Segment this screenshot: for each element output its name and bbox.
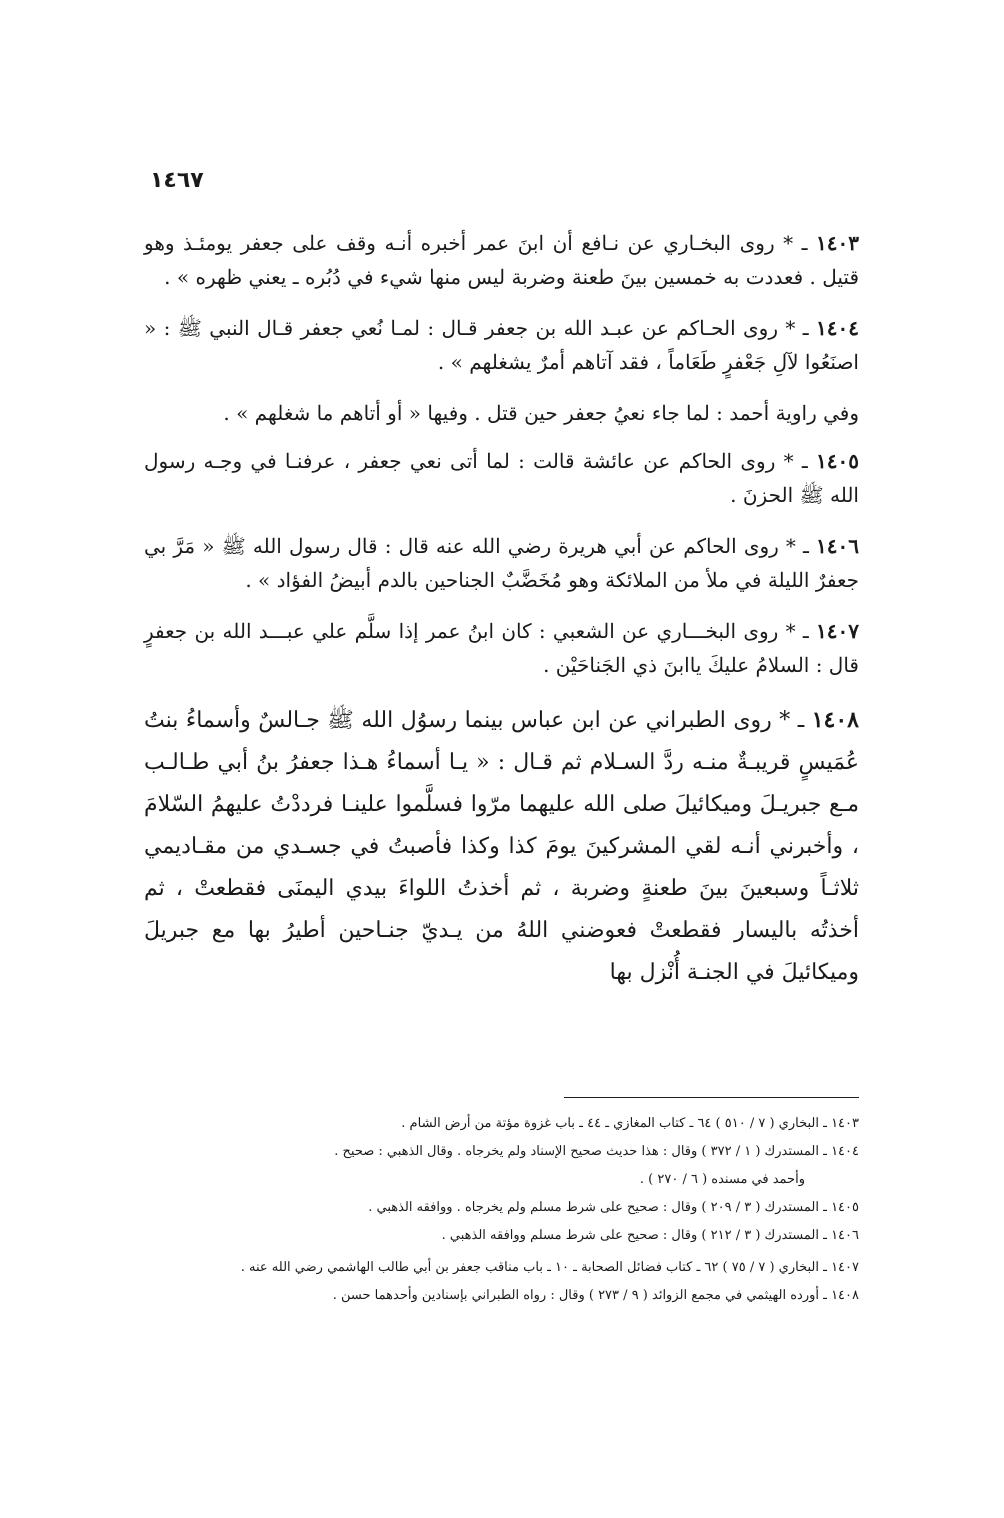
paragraph-text: ـ * روى البخـاري عن نـافع أن ابنَ عمر أخبره أنـه وقف على جعفر يومئـذ وهو قتيل . فعددت به خمسين بينَ طعنة وضربة ليس منها شيء في دُبُره ـ يعني ظهره » . <box>144 231 859 289</box>
paragraph-text: ـ * روى الحاكم عن أبي هريرة رضي الله عنه قال : قال رسول الله ﷺ « مَرَّ بي جعفرٌ الليلة في ملأ من الملائكة وهو مُخَضَّبٌ الجناحين بالدم أبيضُ الفؤاد » . <box>144 534 859 592</box>
hadith-number: ١٤٠٣ <box>816 231 859 255</box>
hadith-number: ١٤٠٧ <box>816 619 859 643</box>
paragraph-text: ـ * روى الحاكم عن عائشة قالت : لما أتى نعي جعفر ، عرفنـا في وجـه رسول الله ﷺ الحزنَ . <box>144 449 859 507</box>
paragraph-text: ـ * روى الحـاكم عن عبـد الله بن جعفر قـال : لمـا نُعي جعفر قـال النبي ﷺ : « اصنَعُوا لآلِ جَعْفرٍ طَعَاماً ، فقد آتاهم أمرٌ يشغلهم » . <box>144 316 859 374</box>
hadith-number: ١٤٠٤ <box>816 316 859 340</box>
footnote-1404-continued: وأحمد في مسنده ( ٦ / ٢٧٠ ) . <box>639 1172 805 1187</box>
hadith-number: ١٤٠٦ <box>816 534 859 558</box>
paragraph-1408 <box>144 699 859 994</box>
footnote-1406: ١٤٠٦ ـ المستدرك ( ٣ / ٢١٢ ) وقال : صحيح على شرط مسلم ووافقه الذهبي . <box>441 1228 859 1243</box>
main-text <box>144 226 859 1011</box>
footnote-1407: ١٤٠٧ ـ البخاري ( ٧ / ٧٥ ) ٦٢ ـ كتاب فضائل الصحابة ـ ١٠ ـ باب مناقب جعفر بن أبي طالب الهاشمي رضي الله عنه . <box>240 1260 859 1275</box>
paragraph-1406 <box>144 529 859 597</box>
footnote-1404: ١٤٠٤ ـ المستدرك ( ١ / ٣٧٢ ) وقال : هذا حديث صحيح الإسناد ولم يخرجاه . وقال الذهبي : صحيح . <box>334 1144 859 1159</box>
paragraph-text: وفي راوية أحمد : لما جاء نعيُ جعفر حين قتل . وفيها « أو أتاهم ما شغلهم » . <box>223 401 859 425</box>
page-number: ١٤٦٧ <box>150 168 204 193</box>
footnote-1405: ١٤٠٥ ـ المستدرك ( ٣ / ٢٠٩ ) وقال : صحيح على شرط مسلم ولم يخرجاه . ووافقه الذهبي . <box>368 1200 859 1215</box>
footnote-1408: ١٤٠٨ ـ أورده الهيثمي في مجمع الزوائد ( ٩ / ٢٧٣ ) وقال : رواه الطبراني بإسنادين وأحدهما حسن . <box>332 1288 859 1303</box>
paragraph-ahmad-narration <box>144 396 859 430</box>
paragraph-1404 <box>144 311 859 379</box>
hadith-number: ١٤٠٥ <box>816 449 859 473</box>
footnote-1403: ١٤٠٣ ـ البخاري ( ٧ / ٥١٠ ) ٦٤ ـ كتاب المغازي ـ ٤٤ ـ باب غزوة مؤتة من أرض الشام . <box>401 1116 859 1131</box>
paragraph-1405 <box>144 444 859 512</box>
paragraph-1407 <box>144 614 859 682</box>
paragraph-text: ـ * روى الطبراني عن ابن عباس بينما رسوُل الله ﷺ جـالسٌ وأسماءُ بنتُ عُمَيسٍ قريبـةٌ منـه ردَّ السـلام ثم قـال : « يـا أسماءُ هـذا جعفرُ بنُ أبي طـالـب مـع جبريـلَ وميكائيلَ صلى الله عليهما مرّوا فسلَّموا علينـا فرددْتُ عليهمُ السّلامَ ، وأخبرني أنـه لقي المشركينَ يومَ كذا وكذا فأصبتُ في جسـدي من مقـاديمي ثلاثـاً وسبعينَ بينَ طعنةٍ وضربة ، ثم أخذتُ اللواءَ بيدي اليمنَى فقطعتْ ، ثم أخذتُه باليسار فقطعتْ فعوضني اللهُ من يـديّ جنـاحين أطيرُ بها مع جبريلَ وميكائيلَ في الجنـة أُنْزل بها <box>144 708 859 985</box>
footnotes <box>144 1110 859 1310</box>
hadith-number: ١٤٠٨ <box>811 707 859 733</box>
footnote-divider <box>564 1097 859 1098</box>
paragraph-1403 <box>144 226 859 294</box>
paragraph-text: ـ * روى البخـــاري عن الشعبي : كان ابنُ عمر إذا سلَّم علي عبـــد الله بن جعفرٍ قال : السلامُ عليكَ ياابنَ ذي الجَناحَيْن . <box>144 619 859 677</box>
